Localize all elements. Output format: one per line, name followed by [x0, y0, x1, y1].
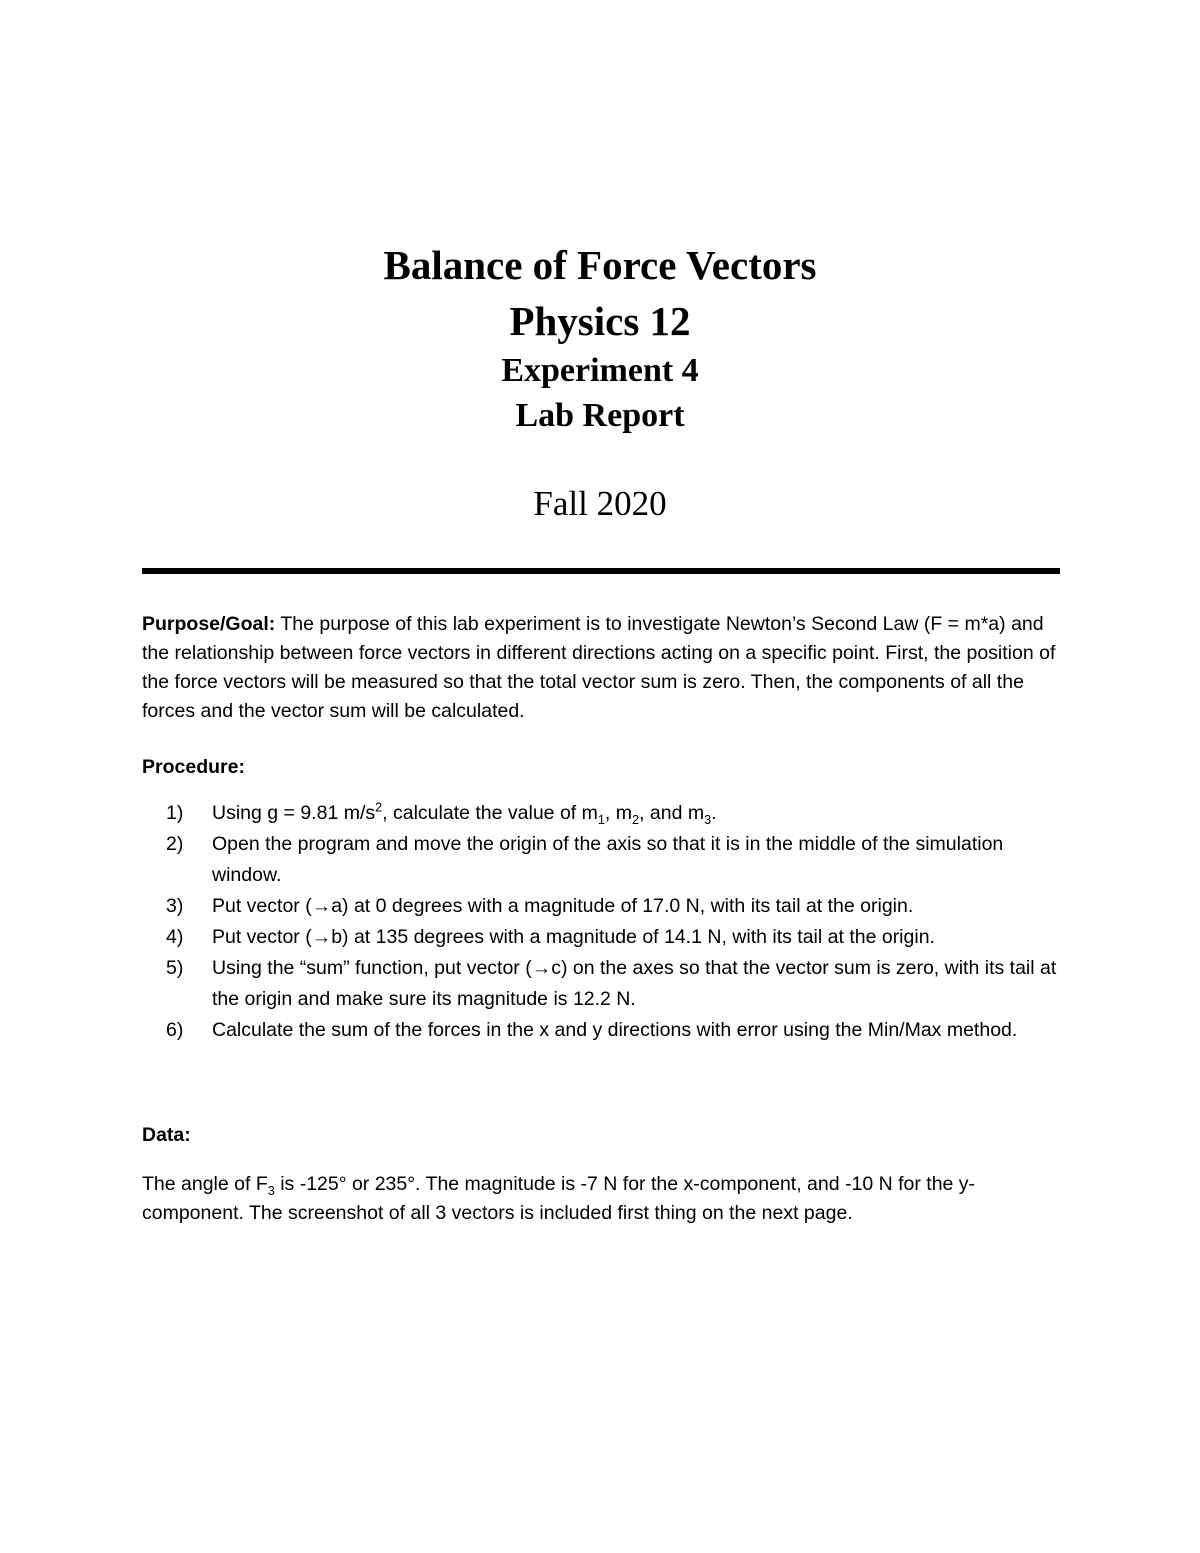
purpose-label: Purpose/Goal: [142, 613, 276, 635]
step-text: . [711, 802, 717, 824]
step-number: 1) [166, 802, 184, 824]
course-name: Physics 12 [509, 298, 691, 344]
step-text: , m [604, 802, 633, 824]
step-text: Open the program and move the origin of the axis so that it is in the middle of the simulation window. [212, 833, 1004, 886]
horizontal-divider [142, 568, 1060, 574]
step-text: , and m [639, 802, 705, 824]
data-text: The angle of F [142, 1173, 268, 1195]
data-paragraph [142, 1170, 1062, 1228]
step-number: 3) [166, 895, 184, 917]
term: Fall 2020 [533, 484, 667, 523]
step-text: Using g = 9.81 m/s [212, 802, 376, 824]
step-text: Put vector (→b) at 135 degrees with a magnitude of 14.1 N, with its tail at the origin. [212, 926, 935, 948]
step-number: 5) [166, 957, 184, 979]
step-text: , calculate the value of m [382, 802, 598, 824]
subscript: 3 [267, 1183, 275, 1198]
step-number: 6) [166, 1019, 184, 1041]
list-item [142, 1015, 1062, 1046]
procedure-list [142, 798, 1062, 1046]
step-text: Using the “sum” function, put vector (→c) on the axes so that the vector sum is zero, with its tail at the origin and make sure its magnitude is 12.2 N. [212, 957, 1057, 1010]
list-item [142, 829, 1062, 891]
list-item [142, 922, 1062, 953]
data-text: is -125° or 235°. The magnitude is -7 N for the x-component, and -10 N for the y-component. The screenshot of all 3 vectors is included first thing on the next page. [142, 1173, 976, 1224]
procedure-heading: Procedure: [142, 756, 245, 778]
step-number: 4) [166, 926, 184, 948]
subscript: 2 [632, 812, 640, 827]
step-text: Put vector (→a) at 0 degrees with a magnitude of 17.0 N, with its tail at the origin. [212, 895, 914, 917]
document-title: Balance of Force Vectors [383, 242, 817, 288]
report-type: Lab Report [515, 397, 685, 434]
superscript: 2 [375, 800, 383, 815]
purpose-paragraph [142, 610, 1062, 726]
step-number: 2) [166, 833, 184, 855]
experiment-number: Experiment 4 [501, 352, 699, 389]
subscript: 1 [597, 812, 605, 827]
list-item [142, 798, 1062, 829]
purpose-text: The purpose of this lab experiment is to investigate Newton’s Second Law (F = m*a) and the relationship between force vectors in different directions acting on a specific point. First, the position of the force vectors will be measured so that the total vector sum is zero. Then, the components of all the forces and the vector sum will be calculated. [142, 613, 1056, 722]
subscript: 3 [704, 812, 712, 827]
list-item [142, 953, 1062, 1015]
data-heading: Data: [142, 1124, 191, 1146]
list-item [142, 891, 1062, 922]
step-text: Calculate the sum of the forces in the x and y directions with error using the Min/Max method. [212, 1019, 1018, 1041]
